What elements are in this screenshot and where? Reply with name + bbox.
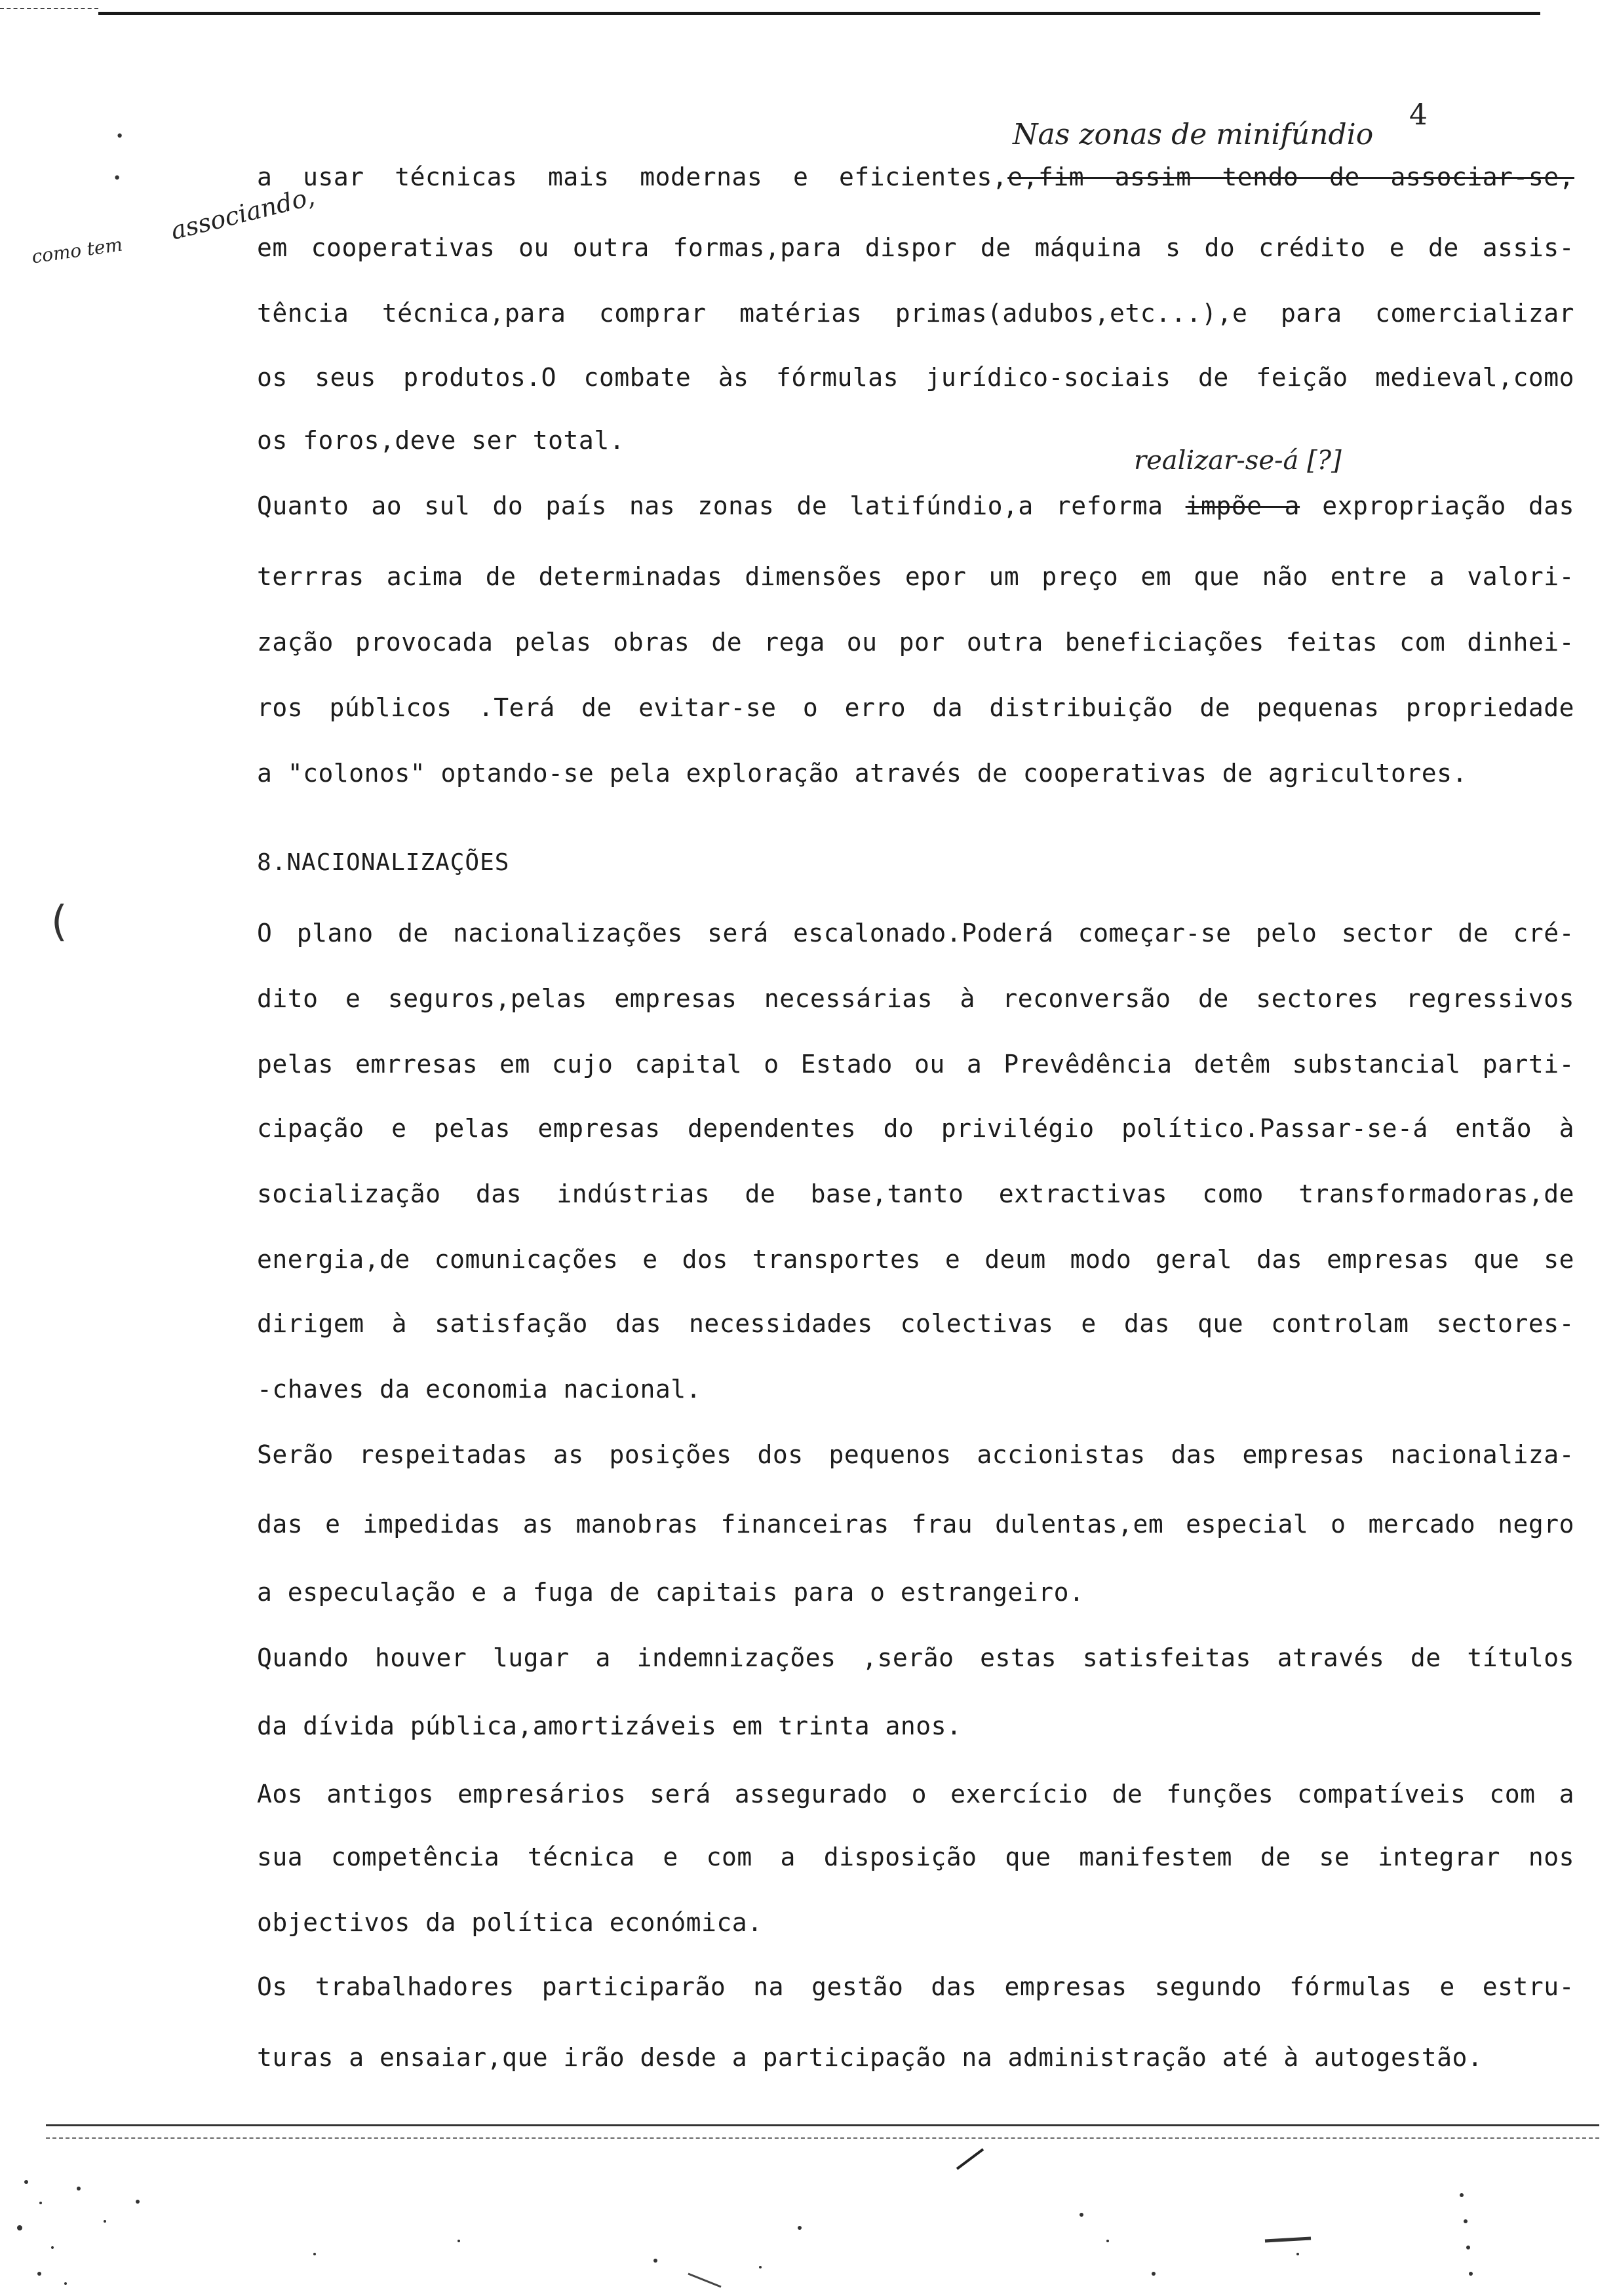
handwritten-margin-lower: como tem xyxy=(30,233,124,268)
text-line: energia,de comunicações e dos transportes e deum modo geral das empresas que se xyxy=(257,1245,1574,1274)
text-line: objectivos da política económica. xyxy=(257,1908,763,1937)
text-line: os seus produtos.O combate às fórmulas jurídico-sociais de feição medieval,como xyxy=(257,363,1574,392)
bottom-dashed-rule xyxy=(46,2137,1599,2139)
margin-dot: • xyxy=(115,128,125,145)
text-line: -chaves da economia nacional. xyxy=(257,1375,701,1404)
text-line: zação provocada pelas obras de rega ou por outra beneficiações feitas com dinhei- xyxy=(257,628,1574,657)
text-line: sua competência técnica e com a disposição que manifestem de se integrar nos xyxy=(257,1843,1574,1871)
text-line: Aos antigos empresários será assegurado o exercício de funções compatíveis com a xyxy=(257,1780,1574,1808)
handwritten-margin-upper: associando, xyxy=(168,182,318,246)
text-line: os foros,deve ser total. xyxy=(257,426,625,455)
handwritten-insert-mid: realizar-se-á [?] xyxy=(1134,446,1342,476)
struck-text: impõe a xyxy=(1185,491,1300,520)
text-line: cipação e pelas empresas dependentes do privilégio político.Passar-se-á então à xyxy=(257,1114,1574,1143)
text-line: socialização das indústrias de base,tanto extractivas como transformadoras,de xyxy=(257,1179,1574,1208)
text-line: Serão respeitadas as posições dos pequenos accionistas das empresas nacionaliza- xyxy=(257,1440,1574,1469)
text-line: Os trabalhadores participarão na gestão das empresas segundo fórmulas e estru- xyxy=(257,1972,1574,2001)
text-line: a especulação e a fuga de capitais para o estrangeiro. xyxy=(257,1578,1085,1607)
text-line: Quando houver lugar a indemnizações ,serão estas satisfeitas através de títulos xyxy=(257,1643,1574,1672)
text-line: dirigem à satisfação das necessidades colectivas e das que controlam sectores- xyxy=(257,1309,1574,1338)
text-line: a "colonos" optando-se pela exploração através de cooperativas de agricultores. xyxy=(257,759,1468,788)
bottom-rule xyxy=(46,2124,1599,2126)
text-segment: expropriação das xyxy=(1322,491,1574,520)
text-line xyxy=(257,164,1574,190)
text-line: das e impedidas as manobras financeiras frau dulentas,em especial o mercado negro xyxy=(257,1510,1574,1539)
text-line: da dívida pública,amortizáveis em trinta anos. xyxy=(257,1712,962,1740)
text-line: tência técnica,para comprar matérias primas(adubos,etc...),e para comercializar xyxy=(257,299,1574,328)
struck-text: e,fim assim tendo de associar-se, xyxy=(1007,163,1574,191)
text-line: ros públicos .Terá de evitar-se o erro da distribuição de pequenas propriedade xyxy=(257,693,1574,722)
scan-noise xyxy=(0,2143,1615,2296)
margin-bracket-mark: ( xyxy=(46,898,71,946)
text-line: em cooperativas ou outra formas,para dispor de máquina s do crédito e de assis- xyxy=(257,233,1574,262)
text-line: O plano de nacionalizações será escalonado.Poderá começar-se pelo sector de cré- xyxy=(257,919,1574,947)
top-dashed-rule xyxy=(0,8,98,9)
text-line: dito e seguros,pelas empresas necessárias à reconversão de sectores regressivos xyxy=(257,984,1574,1013)
text-line: terrras acima de determinadas dimensões epor um preço em que não entre a valori- xyxy=(257,562,1574,591)
text-segment: Quanto ao sul do país nas zonas de latifúndio,a reforma xyxy=(257,491,1163,520)
text-segment: a usar técnicas mais modernas e eficientes, xyxy=(257,163,1008,191)
text-line xyxy=(257,493,1574,519)
handwritten-insert-top: Nas zonas de minifúndio xyxy=(1013,118,1374,151)
text-line: turas a ensaiar,que irão desde a participação na administração até à autogestão. xyxy=(257,2043,1483,2072)
margin-dot: • xyxy=(113,170,122,187)
text-line: pelas emrresas em cujo capital o Estado ou a Prevêdência detêm substancial parti- xyxy=(257,1050,1574,1079)
section-heading: 8.NACIONALIZAÇÕES xyxy=(257,849,510,876)
page-number: 4 xyxy=(1409,98,1428,132)
top-rule xyxy=(98,12,1540,15)
